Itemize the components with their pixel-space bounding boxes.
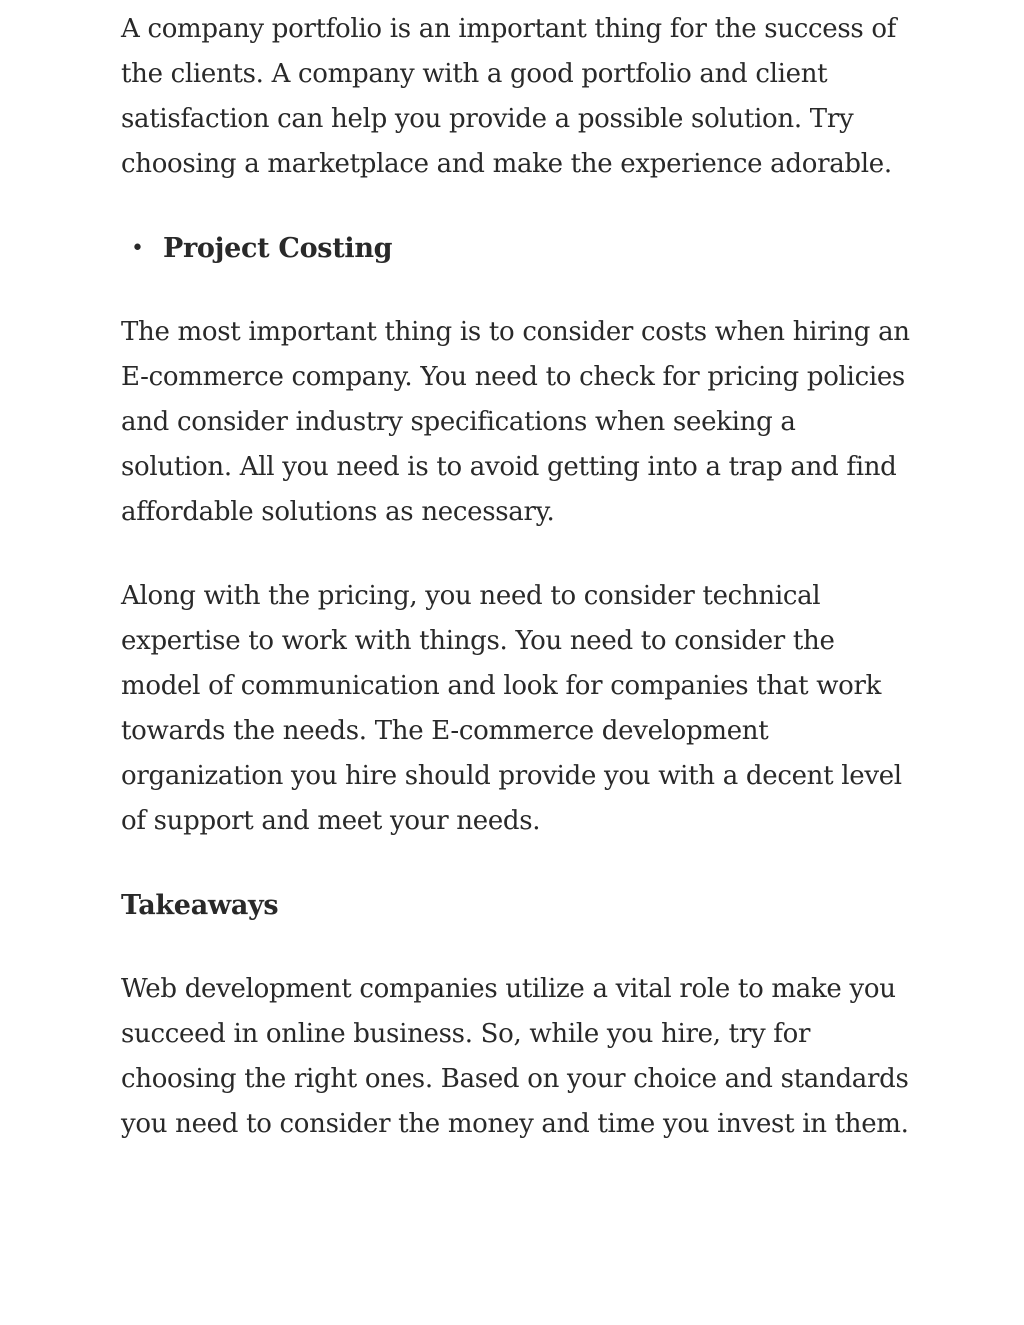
takeaways-paragraph: Web development companies utilize a vital role to make you succeed in online business. So, while you hire, try for choosing the right ones. Based on your choice and standards you need to consider the money and time you invest in them. <box>121 974 909 1139</box>
costing-paragraph-2: Along with the pricing, you need to consider technical expertise to work with things. You need to consider the model of communication and look for companies that work towards the needs. The E-commerce development organization you hire should provide you with a decent level of support and meet your needs. <box>121 581 902 836</box>
article-body <box>121 7 911 1186</box>
costing-paragraph-1: The most important thing is to consider costs when hiring an E-commerce company. You need to check for pricing policies and consider industry specifications when seeking a solution. All you need is to avoid getting into a trap and find affordable solutions as necessary. <box>121 317 910 527</box>
bullet-list <box>121 226 911 271</box>
intro-paragraph: A company portfolio is an important thing for the success of the clients. A company with a good portfolio and client satisfaction can help you provide a possible solution. Try choosing a marketplace and make the experience adorable. <box>121 14 897 179</box>
bullet-heading: Project Costing <box>163 233 393 264</box>
bullet-item-project-costing <box>121 226 911 271</box>
takeaways-heading: Takeaways <box>121 890 279 921</box>
bullet-marker: • <box>131 236 144 261</box>
